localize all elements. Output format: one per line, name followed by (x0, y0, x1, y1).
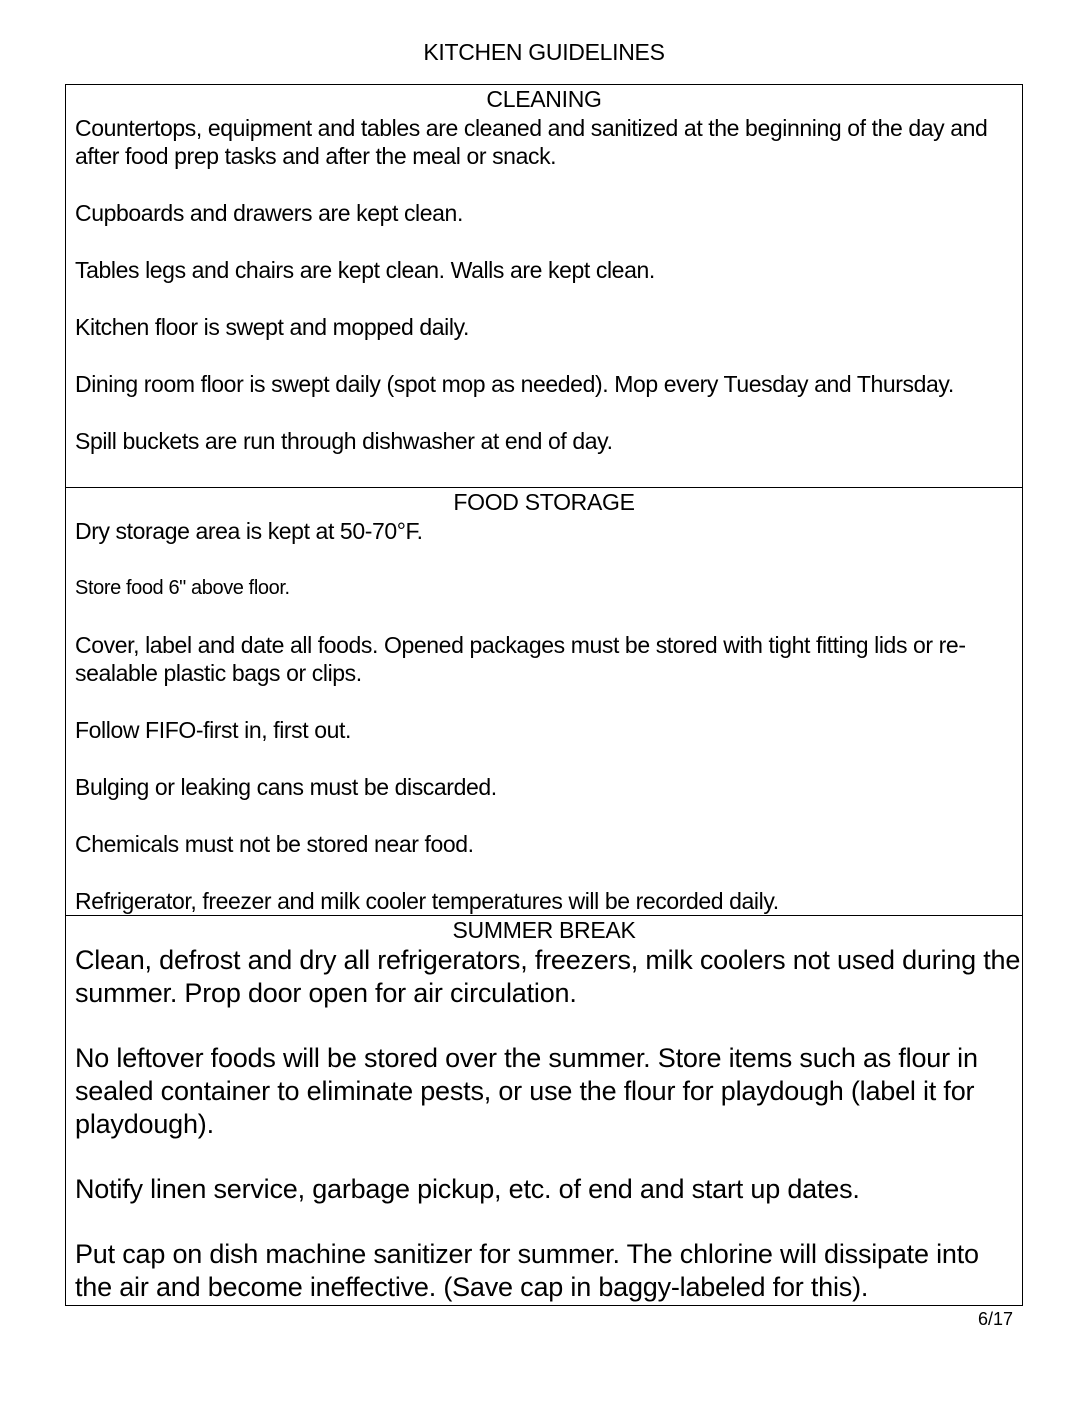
guideline-item: Clean, defrost and dry all refrigerators, freezers, milk coolers not used during the summer. Prop door open for air circulation. (75, 945, 1021, 1008)
guideline-item: Spill buckets are run through dishwasher at end of day. (75, 428, 613, 454)
section-summer-break (66, 915, 1022, 1305)
guideline-item: Follow FIFO-first in, first out. (75, 717, 352, 743)
guideline-item: Tables legs and chairs are kept clean. Walls are kept clean. (75, 257, 655, 283)
guideline-item: Chemicals must not be stored near food. (75, 831, 474, 857)
guideline-item: Dry storage area is kept at 50-70°F. (75, 518, 423, 544)
guideline-item: No leftover foods will be stored over the summer. Store items such as flour in sealed container to eliminate pests, or use the flour for playdough (label it for playdough). (75, 1043, 978, 1139)
guideline-item: Bulging or leaking cans must be discarded. (75, 774, 497, 800)
section-heading: CLEANING (486, 86, 602, 112)
section-cleaning (66, 85, 1022, 487)
section-heading: FOOD STORAGE (453, 489, 635, 515)
guideline-item: Store food 6" above floor. (75, 577, 290, 599)
guidelines-table (65, 84, 1023, 1306)
section-food-storage (66, 487, 1022, 915)
document-title: KITCHEN GUIDELINES (423, 39, 665, 65)
guideline-item: Countertops, equipment and tables are cleaned and sanitized at the beginning of the day and after food prep tasks and after the meal or snack. (75, 115, 988, 169)
guideline-item: Dining room floor is swept daily (spot mop as needed). Mop every Tuesday and Thursday. (75, 371, 954, 397)
guideline-item: Cover, label and date all foods. Opened packages must be stored with tight fitting lids or re-sealable plastic bags or clips. (75, 632, 966, 686)
guideline-item: Refrigerator, freezer and milk cooler temperatures will be recorded daily. (75, 888, 779, 914)
guideline-item: Put cap on dish machine sanitizer for summer. The chlorine will dissipate into the air and become ineffective. (Save cap in baggy-labeled for this). (75, 1239, 979, 1302)
section-heading: SUMMER BREAK (452, 917, 636, 943)
guideline-item: Kitchen floor is swept and mopped daily. (75, 314, 469, 340)
page-number: 6/17 (977, 1309, 1013, 1329)
guideline-item: Notify linen service, garbage pickup, etc. of end and start up dates. (75, 1174, 860, 1204)
guideline-item: Cupboards and drawers are kept clean. (75, 200, 463, 226)
